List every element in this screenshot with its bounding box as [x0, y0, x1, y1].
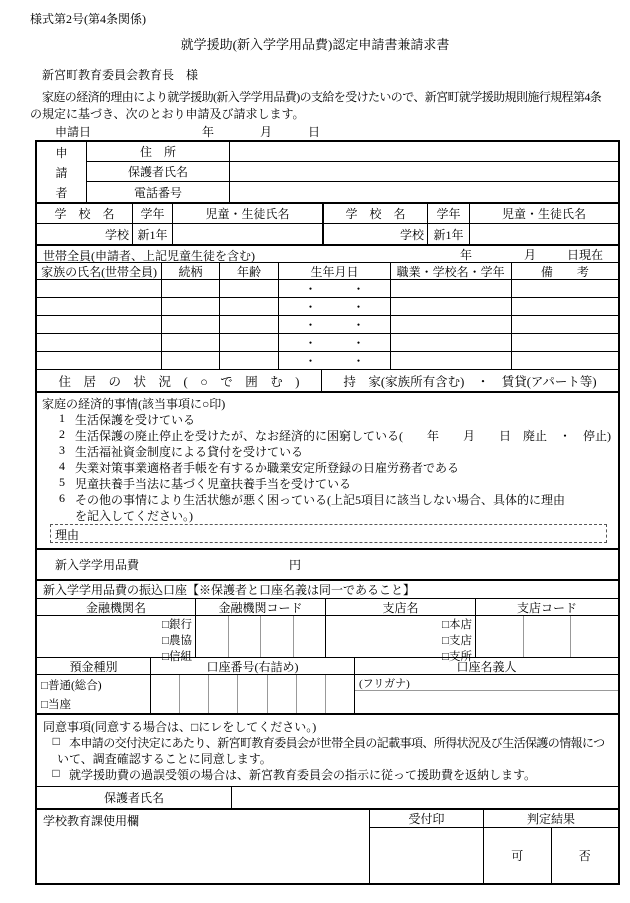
code-digit-cell[interactable]	[523, 616, 571, 657]
checkbox-icon[interactable]: □	[41, 679, 48, 692]
family-name-input[interactable]	[37, 298, 161, 315]
occupation-input[interactable]	[390, 298, 511, 315]
remarks-input[interactable]	[511, 280, 618, 297]
bank-title: 新入学学用品費の振込口座【※保護者と口座名義は同一であること】	[37, 581, 618, 599]
address-input[interactable]	[230, 142, 618, 161]
asof-month: 月	[524, 248, 537, 262]
deposit-option-label: 普通(総合)	[47, 679, 102, 692]
consent-item-2	[43, 766, 612, 782]
applicant-side-char: 請	[55, 165, 68, 180]
code-digit-cell[interactable]	[570, 616, 618, 657]
account-number-header: 口座番号(右詰め)	[150, 658, 354, 674]
institution-option-label: 信組	[169, 651, 192, 663]
guardian-signature-row	[37, 786, 618, 808]
code-digit-cell[interactable]	[476, 616, 523, 657]
deposit-option-label: 当座	[47, 698, 71, 711]
item-number: 5	[59, 475, 65, 489]
reason-label: 理由	[55, 528, 80, 542]
relation-input[interactable]	[161, 298, 219, 315]
birthdate-input[interactable]: ・ ・	[278, 280, 389, 297]
item-number: 2	[59, 427, 65, 441]
family-row	[37, 298, 618, 316]
relation-input[interactable]	[161, 352, 219, 369]
economic-item[interactable]	[37, 459, 618, 475]
account-digit-cell[interactable]	[267, 675, 296, 713]
family-name-input[interactable]	[37, 316, 161, 333]
birthdate-input[interactable]: ・ ・	[278, 316, 389, 333]
addressee-line: 新宮町教育委員会教育長 様	[42, 68, 199, 82]
guardian-signature-label: 保護者氏名	[37, 787, 232, 808]
code-digit-cell[interactable]	[196, 616, 228, 657]
institution-option[interactable]	[162, 632, 192, 648]
result-approve-cell[interactable]: 可	[484, 828, 552, 883]
age-input[interactable]	[219, 298, 279, 315]
item-number: 3	[59, 443, 65, 457]
household-title: 世帯全員(申請者、上記児童生徒を含む)	[43, 249, 255, 263]
checkbox-icon[interactable]: □	[162, 635, 169, 647]
economic-item[interactable]	[37, 427, 618, 443]
student-name-header: 児童・生徒氏名	[469, 204, 618, 223]
school-name-input[interactable]: 学校	[104, 227, 129, 242]
item-number: 1	[59, 411, 65, 425]
consent-item-1	[43, 734, 612, 750]
branch-option[interactable]	[442, 616, 472, 632]
institution-code-cells	[195, 616, 325, 657]
economic-item[interactable]	[37, 491, 618, 507]
remarks-input[interactable]	[511, 298, 618, 315]
amount-label: 新入学学用品費	[55, 558, 140, 572]
applicant-side-label	[37, 142, 87, 202]
grade-header: 学年	[132, 204, 172, 223]
application-date-day: 日	[308, 125, 321, 139]
item-text: 児童扶養手当法に基づく児童扶養手当を受けている	[75, 477, 352, 491]
branch-header: 支店名	[325, 599, 475, 615]
birthdate-input[interactable]: ・ ・	[278, 298, 389, 315]
application-date-label: 申請日	[55, 125, 92, 139]
residence-options[interactable]: 持 家(家族所有含む) ・ 賃貸(アパート等)	[343, 374, 597, 389]
bank-section	[35, 579, 620, 715]
family-row	[37, 316, 618, 334]
institution-option[interactable]	[162, 616, 192, 632]
family-row	[37, 352, 618, 370]
deposit-type-header: 預金種別	[69, 659, 118, 674]
institution-code-header: 金融機関コード	[195, 599, 325, 615]
economic-item[interactable]	[37, 443, 618, 459]
relation-input[interactable]	[161, 334, 219, 351]
intro-line-1: 家庭の経済的理由により就学援助(新入学学用品費)の支給を受けたいので、新宮町就学援助規則施行規程第4条	[42, 90, 602, 104]
household-title-row	[37, 246, 618, 263]
economic-item[interactable]	[37, 475, 618, 491]
birthdate-input[interactable]: ・ ・	[278, 352, 389, 369]
checkbox-icon[interactable]: □	[162, 651, 169, 663]
phone-label: 電話番号	[87, 182, 230, 202]
deposit-option[interactable]	[41, 696, 71, 712]
consent-title: 同意事項(同意する場合は、□にレをしてください。)	[43, 720, 317, 734]
item-text: 失業対策事業適格者手帳を有するか職業安定所登録の日雇労務者である	[75, 461, 460, 475]
institution-option-label: 銀行	[169, 619, 192, 631]
item-number: 6	[59, 491, 65, 505]
applicant-side-char: 申	[55, 145, 68, 160]
amount-unit: 円	[289, 558, 302, 572]
schools-table	[35, 202, 620, 246]
guardian-name-input[interactable]	[230, 162, 618, 181]
intro-line-2: の規定に基づき、次のとおり申請及び請求します。	[30, 107, 305, 121]
account-holder-header: 口座名義人	[354, 658, 618, 674]
account-digit-cell[interactable]	[179, 675, 208, 713]
family-name-input[interactable]	[37, 334, 161, 351]
result-reject-cell[interactable]: 否	[578, 849, 591, 863]
checkbox-icon[interactable]: □	[52, 766, 60, 780]
remarks-input[interactable]	[511, 316, 618, 333]
office-use-title: 学校教育課使用欄	[37, 810, 370, 883]
age-input[interactable]	[219, 316, 279, 333]
application-date-year: 年	[202, 125, 215, 139]
applicant-table	[35, 140, 620, 204]
account-holder-input[interactable]	[355, 691, 618, 711]
phone-input[interactable]	[230, 182, 618, 202]
guardian-signature-input[interactable]	[232, 787, 618, 808]
office-use-table	[35, 808, 620, 885]
item-text: 生活福祉資金制度による貸付を受けている	[75, 445, 304, 459]
branch-option-label: 支店	[449, 635, 472, 647]
occupation-input[interactable]	[390, 316, 511, 333]
account-digit-cell[interactable]	[296, 675, 325, 713]
application-date-line	[55, 123, 320, 140]
account-digit-cell[interactable]	[325, 675, 354, 713]
asof-year: 年	[460, 248, 473, 262]
family-row	[37, 280, 618, 298]
checkbox-icon[interactable]: □	[162, 619, 169, 631]
family-name-input[interactable]	[37, 352, 161, 369]
economic-title: 家庭の経済的事情(該当事項に○印)	[42, 397, 226, 411]
remarks-header: 備 考	[511, 263, 618, 279]
account-holder-cell[interactable]	[354, 675, 618, 713]
relation-input[interactable]	[161, 280, 219, 297]
occupation-input[interactable]	[390, 280, 511, 297]
consent-section	[35, 713, 620, 810]
institution-name-cell[interactable]	[37, 616, 195, 663]
grade-header: 学年	[427, 204, 469, 223]
branch-option-label: 支所	[449, 651, 472, 663]
family-row	[37, 334, 618, 352]
account-number-cells	[150, 675, 354, 713]
consent-item-1-text: 本申請の交付決定にあたり、新宮町教育委員会が世帯全員の記載事項、所得状況及び生活保護の情報につ	[69, 736, 605, 750]
residence-row	[37, 370, 618, 391]
branch-option[interactable]	[442, 632, 472, 648]
remarks-input[interactable]	[511, 352, 618, 369]
occupation-header: 職業・学校名・学年	[390, 263, 511, 279]
age-header: 年齢	[219, 263, 279, 279]
item-text: その他の事情により生活状態が悪く困っている(上記5項目に該当しない場合、具体的に理由	[75, 493, 565, 507]
checkbox-icon[interactable]: □	[41, 698, 48, 711]
receipt-stamp-cell	[370, 828, 483, 883]
grade-value: 新1年	[427, 224, 469, 244]
account-digit-cell[interactable]	[151, 675, 179, 713]
student-name-input[interactable]	[172, 224, 322, 244]
application-date-month: 月	[260, 125, 273, 139]
checkbox-icon[interactable]: □	[442, 619, 449, 631]
household-table	[35, 244, 620, 393]
result-header: 判定結果	[484, 810, 618, 828]
birthdate-input[interactable]: ・ ・	[278, 334, 389, 351]
checkbox-icon[interactable]: □	[442, 635, 449, 647]
residence-label: 住 居 の 状 況 ( ○ で 囲 む )	[37, 370, 322, 391]
checkbox-icon[interactable]: □	[52, 734, 60, 748]
receipt-stamp-header: 受付印	[370, 810, 483, 828]
economic-item[interactable]	[37, 411, 618, 427]
age-input[interactable]	[219, 280, 279, 297]
occupation-input[interactable]	[390, 352, 511, 369]
asof-day-current: 日現在	[567, 248, 604, 262]
account-digit-cell[interactable]	[237, 675, 266, 713]
family-name-input[interactable]	[37, 280, 161, 297]
form-body	[35, 140, 620, 885]
page-title: 就学援助(新入学学用品費)認定申請書兼請求書	[180, 37, 450, 52]
institution-option-label: 農協	[169, 635, 192, 647]
branch-option-label: 本店	[449, 619, 472, 631]
code-digit-cell[interactable]	[260, 616, 293, 657]
student-name-input[interactable]	[469, 224, 618, 244]
school-name-header: 学 校 名	[54, 207, 115, 221]
school-name-header: 学 校 名	[322, 204, 427, 223]
grade-value: 新1年	[132, 224, 172, 244]
checkbox-icon[interactable]: □	[442, 651, 449, 663]
student-name-header: 児童・生徒氏名	[172, 204, 322, 223]
occupation-input[interactable]	[390, 334, 511, 351]
code-digit-cell[interactable]	[293, 616, 326, 657]
item-text: 生活保護を受けている	[75, 413, 196, 427]
furigana-label: (フリガナ)	[355, 675, 618, 691]
guardian-name-label: 保護者氏名	[87, 162, 230, 181]
consent-item-1-line2: いて、調査確認することに同意します。	[57, 752, 272, 766]
branch-name-input[interactable]	[326, 616, 442, 657]
economic-section	[35, 391, 620, 550]
branch-code-cells	[475, 616, 618, 657]
consent-item-2-text: 就学援助費の過誤受領の場合は、新宮教育委員会の指示に従って援助費を返納します。	[69, 768, 537, 782]
address-label: 住 所	[87, 142, 230, 161]
institution-header: 金融機関名	[85, 600, 146, 615]
remarks-input[interactable]	[511, 334, 618, 351]
relation-input[interactable]	[161, 316, 219, 333]
economic-item6-line2: を記入してください。)	[75, 509, 193, 523]
amount-section	[35, 548, 620, 581]
deposit-type-cell	[37, 675, 150, 713]
item-number: 4	[59, 459, 65, 473]
reason-input-box[interactable]	[50, 524, 607, 543]
birthdate-header: 生年月日	[278, 263, 389, 279]
family-name-header: 家族の氏名(世帯全員)	[41, 264, 158, 279]
age-input[interactable]	[219, 352, 279, 369]
account-digit-cell[interactable]	[208, 675, 237, 713]
institution-name-input[interactable]	[37, 616, 162, 657]
age-input[interactable]	[219, 334, 279, 351]
branch-name-cell[interactable]	[325, 616, 475, 663]
item-text: 生活保護の廃止停止を受けたが、なお経済的に困窮している( 年 月 日 廃止 ・ 停止)	[75, 429, 611, 443]
document-number: 様式第2号(第4条関係)	[30, 12, 146, 26]
code-digit-cell[interactable]	[228, 616, 261, 657]
applicant-side-char: 者	[55, 185, 68, 200]
relation-header: 続柄	[161, 263, 219, 279]
deposit-option[interactable]	[41, 677, 102, 693]
branch-code-header: 支店コード	[475, 599, 618, 615]
school-name-input[interactable]: 学校	[322, 224, 427, 244]
